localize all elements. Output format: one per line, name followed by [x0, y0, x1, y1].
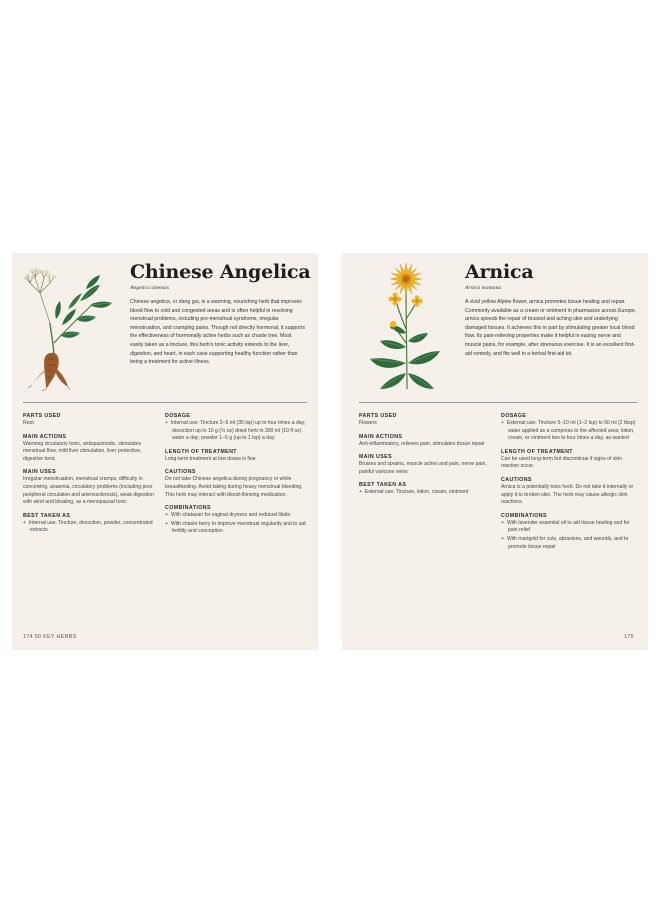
main-actions-heading: MAIN ACTIONS — [359, 433, 403, 440]
main-uses-text: Irregular menstruation, menstrual cramps, difficulty in conceiving, anaemia, circulatory problems (including poor peripheral circulation and arteriosclerosis), weak digestion with wind and bloating, as a menopausal tonic — [23, 476, 154, 506]
combinations-heading: COMBINATIONS — [165, 505, 211, 512]
best-taken-heading: BEST TAKEN AS — [359, 482, 407, 489]
latin-name: Angelica sinensis — [130, 285, 169, 291]
chinese-angelica-illustration — [20, 263, 120, 391]
best-taken-item: + External use: Tincture, lotion, cream, ointment — [359, 489, 469, 496]
dosage-item: + Internal use: Tincture 2–5 ml (35 tsp) up to four times a day; decoction up to 10 g (⅓ oz) dried herb in 300 ml (10 fl oz) water a day; powder 1–5 g (up to 1 tsp) a day — [165, 420, 306, 442]
main-actions-text: Warming circulatory tonic, antispasmodic, stimulates menstrual flow, mild liver stimulation, liver protective, digestive tonic — [23, 440, 142, 462]
latin-name: Arnica montana — [465, 285, 502, 291]
combination-item: + With chaste berry to improve menstrual regularity and to aid fertility and conception — [165, 520, 306, 535]
intro-paragraph: A vivid yellow Alpine flower, arnica promotes tissue healing and repair. Commonly available as a cream or ointment in pharmacies across Europe, arnica speeds the repair of bruised and aching skin and underlying damaged tissues. It achieves this in part by stimulating greater local blood flow. Its pain-relieving properties make it helpful in easing nerve and muscle pains, for example, after strenuous exercise. It is an excellent first-aid remedy, and fits well in a herbal first-aid kit. — [465, 299, 637, 357]
dosage-item: + External use: Tincture 5–10 ml (1–2 tsp) to 50 ml (2 tbsp) water applied as a compress to the affected area; lotion, cream, or ointment two to four times a day, as wanted — [501, 420, 636, 442]
left-column — [359, 413, 487, 503]
length-heading: LENGTH OF TREATMENT — [165, 448, 237, 455]
main-actions-heading: MAIN ACTIONS — [23, 433, 67, 440]
main-actions-text: Anti-inflammatory, relieves pain, stimulates tissue repair — [359, 440, 485, 447]
parts-used-heading: PARTS USED — [359, 413, 397, 419]
right-column — [165, 413, 307, 542]
main-uses-heading: MAIN USES — [359, 454, 393, 461]
cautions-heading: CAUTIONS — [165, 469, 196, 476]
combination-item: + With lavender essential oil to aid tissue healing and for pain relief — [501, 519, 630, 534]
page-title: Chinese Angelica — [130, 261, 311, 283]
dosage-heading: DOSAGE — [501, 413, 527, 419]
combination-item: + With marigold for cuts, abrasions, and wounds, and to promote tissue repair — [501, 535, 629, 550]
right-column — [501, 413, 637, 557]
section-divider — [359, 402, 637, 403]
page-title: Arnica — [465, 261, 534, 283]
left-column — [23, 413, 156, 541]
left-page — [12, 253, 318, 650]
page-number-left: 174 50 KEY HERBS — [23, 634, 77, 640]
combination-item: + With shatavari for vaginal dryness and reduced libido — [165, 512, 291, 519]
cautions-text: Arnica is a potentially toxic herb. Do not take it internally or apply it to broken skin. The herb may cause allergic skin reactions. — [501, 483, 634, 506]
cautions-text: Do not take Chinese angelica during pregnancy or while breastfeeding. Avoid taking during heavy menstrual bleeding. This herb may interact with blood-thinning medication. — [165, 476, 303, 498]
parts-used-heading: PARTS USED — [23, 413, 61, 419]
length-heading: LENGTH OF TREATMENT — [501, 448, 573, 455]
length-text: Long-term treatment at low doses is fine — [165, 455, 256, 462]
parts-used-text: Root — [23, 420, 34, 426]
arnica-illustration — [362, 259, 442, 393]
main-uses-heading: MAIN USES — [23, 469, 57, 476]
length-text: Can be used long-term but discontinue if signs of skin reaction occur. — [501, 455, 622, 470]
section-divider — [23, 402, 307, 403]
parts-used-text: Flowers — [359, 420, 377, 426]
dosage-heading: DOSAGE — [165, 413, 191, 419]
main-uses-text: Bruises and sprains, muscle aches and pain, nerve pain, painful varicose veins — [359, 461, 487, 475]
cautions-heading: CAUTIONS — [501, 476, 532, 483]
combinations-heading: COMBINATIONS — [501, 512, 547, 519]
right-page — [342, 253, 648, 650]
intro-paragraph: Chinese angelica, or dang gui, is a warming, nourishing herb that improves blood flow to cold and congested areas and is often helpful in resolving menstrual problems, including pre-menstrual syndrome, irregular menstruation, and cramping pains. Though not directly hormonal, it supports the effectiveness of hormonally active herbs such as chaste tree. Most easily taken as a tincture, this herb's tonic activity extends to the liver, digestion, and heart, in each case supporting healthy function rather than being a treatment for active illness. — [130, 299, 305, 366]
best-taken-heading: BEST TAKEN AS — [23, 512, 71, 519]
best-taken-item: + Internal use: Tincture, decoction, powder, concentrated extracts — [23, 519, 153, 534]
page-number-right: 175 — [624, 634, 634, 640]
